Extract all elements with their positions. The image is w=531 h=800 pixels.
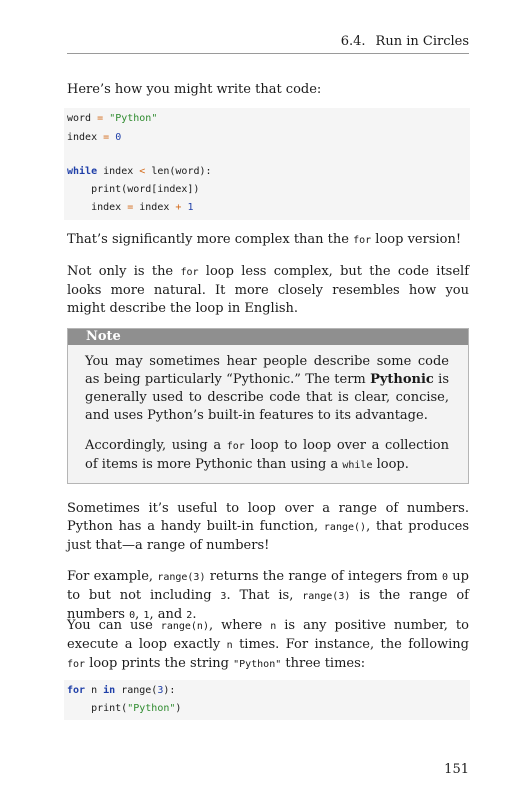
header-rule (67, 53, 469, 54)
text-run: , and (149, 607, 187, 622)
bold-term: Pythonic (370, 372, 434, 387)
text-run: For example, (67, 569, 158, 584)
note-paragraph-accordingly (85, 437, 449, 475)
note-paragraph-pythonic (85, 353, 449, 425)
code-token: index (67, 202, 128, 213)
code-line (67, 703, 181, 714)
inline-code: n (226, 640, 233, 651)
text-run: is the range of numbers (67, 588, 469, 622)
text-run: three times: (281, 656, 366, 671)
text-run: returns the range of integers from (205, 569, 442, 584)
code-line (67, 132, 121, 143)
code-token: index (97, 166, 140, 177)
text-run: . (192, 607, 197, 622)
code-line (67, 113, 157, 124)
code-token: < (139, 166, 146, 177)
code-token: for (67, 685, 86, 696)
inline-code: while (342, 460, 373, 471)
code-line (67, 166, 212, 177)
inline-code: n (270, 621, 277, 632)
text-run: . That is, (226, 588, 303, 603)
code-line (67, 685, 175, 696)
inline-code: 0 (442, 572, 449, 583)
text-run: loop. (372, 457, 409, 472)
text-run: Not only is the (67, 264, 181, 279)
code-token: print( (67, 703, 128, 714)
page-number: 151 (444, 762, 469, 777)
text-run: You can use (67, 618, 161, 633)
text-run: , that produces just that—a range of numbers! (67, 519, 469, 553)
code-block-for-range (64, 680, 470, 720)
text-run: up to but not including (67, 569, 470, 603)
code-block-while (64, 108, 470, 220)
paragraph-natural (67, 263, 469, 318)
code-token: ) (175, 703, 182, 714)
note-title: Note (68, 329, 468, 345)
code-line: print(word[index]) (67, 184, 200, 195)
inline-code: range() (323, 522, 367, 533)
text-run: times. For instance, the following (232, 637, 469, 652)
inline-code: for (180, 267, 199, 278)
code-token: while (67, 166, 98, 177)
text-run: loop prints the string (85, 656, 234, 671)
code-token: index (133, 202, 176, 213)
code-token: ): (163, 685, 176, 696)
code-token: + (175, 202, 182, 213)
section-number: 6.4. (340, 34, 366, 49)
paragraph-complexity (67, 231, 469, 250)
text-run: You may sometimes hear people describe some code as being particularly “Pythonic.” The term (85, 354, 449, 387)
inline-code: 1 (143, 610, 150, 621)
code-token: 3 (157, 685, 164, 696)
code-token: "Python" (109, 113, 158, 124)
code-token: "Python" (127, 703, 176, 714)
inline-code: for (67, 659, 86, 670)
code-line (67, 202, 194, 213)
inline-code: range(3) (302, 591, 351, 602)
text-run: That’s significantly more complex than the (67, 232, 354, 247)
code-token: in (103, 685, 116, 696)
code-token: len(word): (145, 166, 212, 177)
note-box (67, 328, 469, 484)
code-token: n (85, 685, 104, 696)
inline-code: 0 (129, 610, 136, 621)
text-run: loop less complex, but the code itself looks more natural. It more closely resembles how you might describe the loop in English. (67, 264, 470, 316)
text-run: , (135, 607, 144, 622)
code-token: 0 (115, 132, 122, 143)
inline-code: for (353, 235, 372, 246)
inline-code: 2 (186, 610, 193, 621)
intro-paragraph: Here’s how you might write that code: (67, 82, 322, 97)
inline-code: range(3) (157, 572, 206, 583)
paragraph-range-n (67, 617, 469, 674)
code-token: = (127, 202, 134, 213)
text-run: is generally used to describe code that is clear, concise, and uses Python’s built-in features to its advantage. (85, 372, 449, 423)
code-token: = (103, 132, 110, 143)
text-run: loop version! (371, 232, 462, 247)
text-run: , where (208, 618, 271, 633)
text-run: loop to loop over a collection of items is more Pythonic than using a (85, 438, 449, 472)
code-token: range( (115, 685, 158, 696)
text-run: is any positive number, to execute a loop exactly (67, 618, 469, 652)
code-token: 1 (187, 202, 194, 213)
section-title: Run in Circles (375, 34, 469, 49)
text-run: Accordingly, using a (85, 438, 227, 453)
inline-code: "Python" (233, 659, 282, 670)
inline-code: 3 (220, 591, 227, 602)
paragraph-range-intro (67, 500, 469, 555)
code-token: word (67, 113, 92, 124)
running-header (67, 34, 469, 49)
code-token: = (97, 113, 104, 124)
text-run: Sometimes it’s useful to loop over a range of numbers. Python has a handy built-in function, (67, 501, 469, 534)
inline-code: range(n) (160, 621, 209, 632)
code-token: index (67, 132, 98, 143)
inline-code: for (226, 441, 245, 452)
